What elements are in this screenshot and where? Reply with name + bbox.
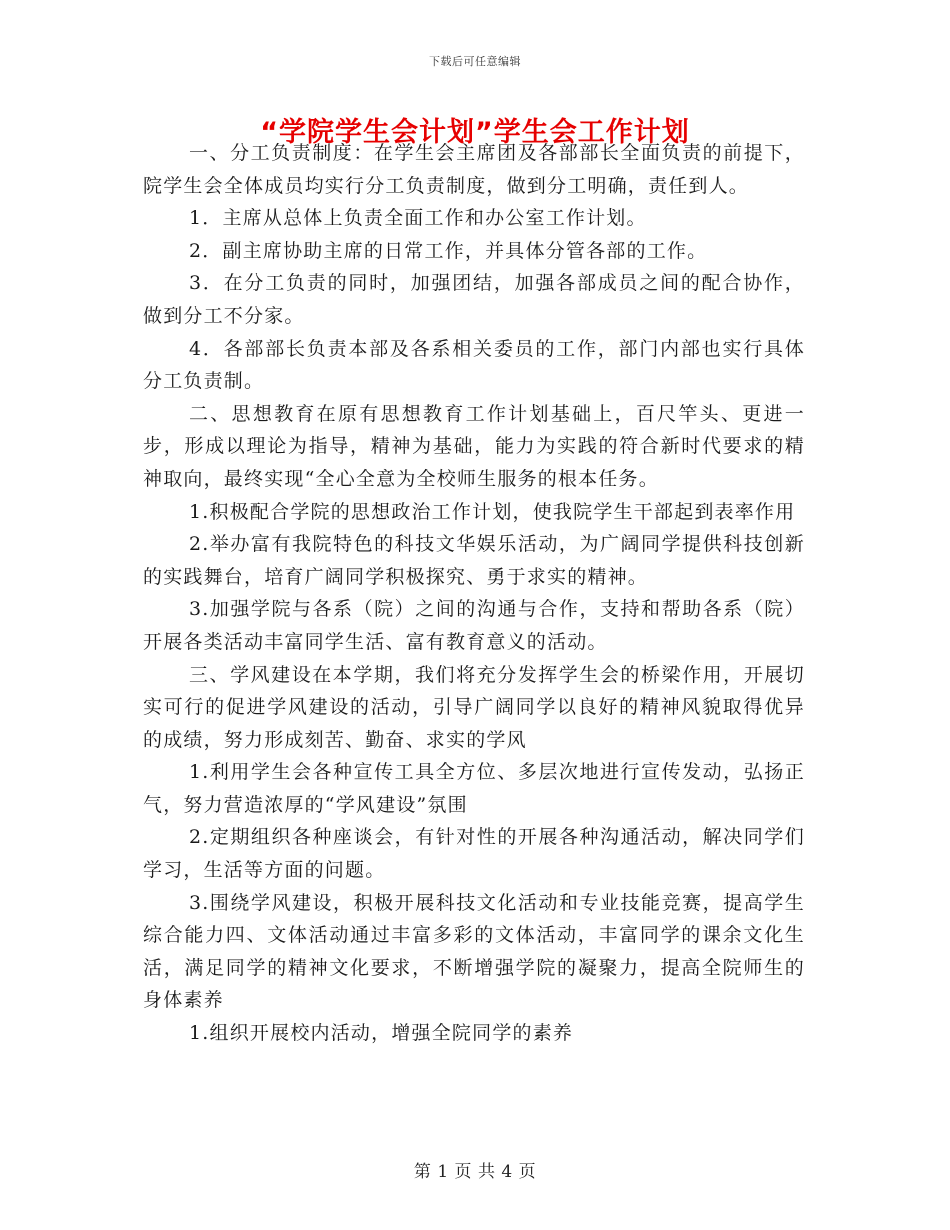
paragraph: 3.围绕学风建设，积极开展科技文化活动和专业技能竞赛，提高学生综合能力四、文体活动通过丰富多彩的文体活动，丰富同学的课余文化生活，满足同学的精神文化要求，不断增强学院的凝聚力，提高全院师生的身体素养	[143, 891, 805, 1012]
paragraph: 2.定期组织各种座谈会，有针对性的开展各种沟通活动，解决同学们学习，生活等方面的问题。	[143, 826, 805, 882]
paragraph: 4．各部部长负责本部及各系相关委员的工作，部门内部也实行具体分工负责制。	[143, 337, 805, 393]
paragraph: 1．主席从总体上负责全面工作和办公室工作计划。	[189, 207, 647, 230]
paragraph: 一、分工负责制度：在学生会主席团及各部部长全面负责的前提下，院学生会全体成员均实行分工负责制度，做到分工明确，责任到人。	[143, 142, 805, 197]
paragraph: 2．副主席协助主席的日常工作，并具体分管各部的工作。	[189, 239, 708, 262]
paragraph: 1.利用学生会各种宣传工具全方位、多层次地进行宣传发动，弘扬正气，努力营造浓厚的“学风建设”氛围	[143, 761, 805, 816]
document-title: “学院学生会计划”学生会工作计划	[260, 117, 690, 148]
header-note: 下载后可任意编辑	[429, 55, 521, 68]
paragraph: 3．在分工负责的同时，加强团结，加强各部成员之间的配合协作，做到分工不分家。	[143, 272, 805, 327]
paragraph: 3.加强学院与各系（院）之间的沟通与合作，支持和帮助各系（院）开展各类活动丰富同学生活、富有教育意义的活动。	[143, 598, 805, 653]
document-body	[143, 137, 805, 1050]
paragraph: 二、思想教育在原有思想教育工作计划基础上，百尺竿头、更进一步，形成以理论为指导，精神为基础，能力为实践的符合新时代要求的精神取向，最终实现“全心全意为全校师生服务的根本任务。	[143, 402, 805, 490]
page-number-footer: 第 1 页 共 4 页	[413, 1162, 537, 1182]
paragraph: 2.举办富有我院特色的科技文华娱乐活动，为广阔同学提供科技创新的实践舞台，培育广阔同学积极探究、勇于求实的精神。	[143, 533, 805, 588]
paragraph: 三、学风建设在本学期，我们将充分发挥学生会的桥梁作用，开展切实可行的促进学风建设的活动，引导广阔同学以良好的精神风貌取得优异的成绩，努力形成刻苦、勤奋、求实的学风	[143, 663, 805, 751]
paragraph: 1.积极配合学院的思想政治工作计划，使我院学生干部起到表率作用	[189, 500, 796, 523]
paragraph: 1.组织开展校内活动，增强全院同学的素养	[189, 1022, 574, 1045]
